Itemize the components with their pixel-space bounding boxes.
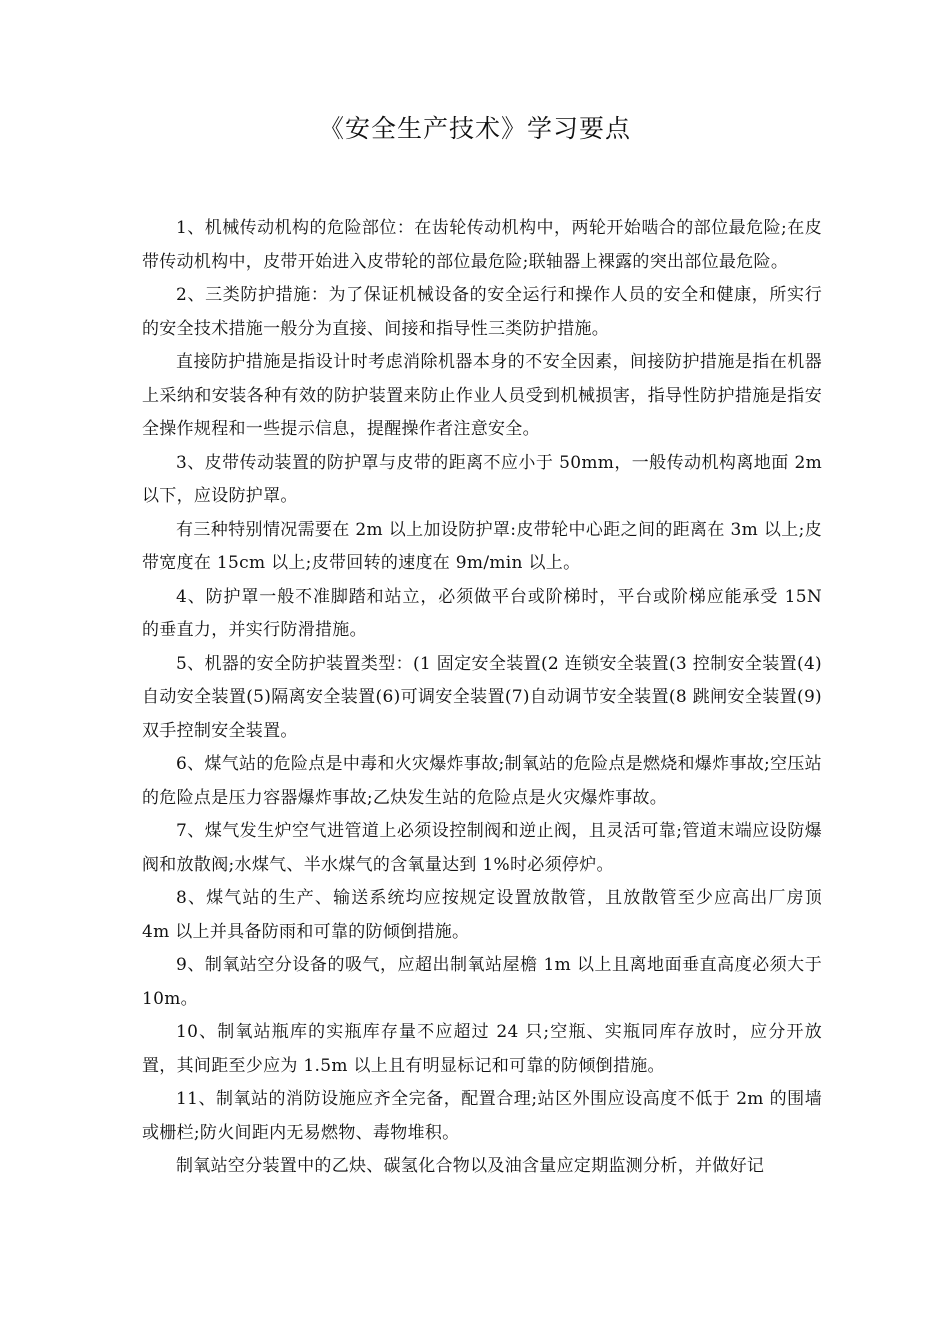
paragraph: 7、煤气发生炉空气进管道上必须设控制阀和逆止阀，且灵活可靠;管道末端应设防爆阀和放散阀;水煤气、半水煤气的含氧量达到 1%时必须停炉。 [142, 821, 822, 875]
paragraph: 制氧站空分装置中的乙炔、碳氢化合物以及油含量应定期监测分析，并做好记 [176, 1156, 765, 1176]
document-body [142, 212, 822, 1184]
paragraph: 3、皮带传动装置的防护罩与皮带的距离不应小于 50mm，一般传动机构离地面 2m 以下，应设防护罩。 [142, 452, 822, 506]
paragraph: 1、机械传动机构的危险部位：在齿轮传动机构中，两轮开始啮合的部位最危险;在皮带传动机构中，皮带开始进入皮带轮的部位最危险;联轴器上裸露的突出部位最危险。 [142, 218, 822, 272]
paragraph: 2、三类防护措施：为了保证机械设备的安全运行和操作人员的安全和健康，所实行的安全技术措施一般分为直接、间接和指导性三类防护措施。 [142, 285, 822, 339]
document-title: 《安全生产技术》学习要点 [318, 114, 631, 143]
paragraph: 10、制氧站瓶库的实瓶库存量不应超过 24 只;空瓶、实瓶同库存放时，应分开放置，其间距至少应为 1.5m 以上且有明显标记和可靠的防倾倒措施。 [142, 1022, 822, 1076]
paragraph: 有三种特别情况需要在 2m 以上加设防护罩:皮带轮中心距之间的距离在 3m 以上;皮带宽度在 15cm 以上;皮带回转的速度在 9m/min 以上。 [142, 519, 822, 573]
paragraph: 4、防护罩一般不准脚踏和站立，必须做平台或阶梯时，平台或阶梯应能承受 15N 的垂直力，并实行防滑措施。 [142, 586, 822, 640]
paragraph: 5、机器的安全防护装置类型：(1 固定安全装置(2 连锁安全装置(3 控制安全装置(4)自动安全装置(5)隔离安全装置(6)可调安全装置(7)自动调节安全装置(8 跳闸安全装置(9)双手控制安全装置。 [142, 653, 822, 741]
paragraph: 直接防护措施是指设计时考虑消除机器本身的不安全因素，间接防护措施是指在机器上采纳和安装各种有效的防护装置来防止作业人员受到机械损害，指导性防护措施是指安全操作规程和一些提示信息，提醒操作者注意安全。 [142, 352, 822, 439]
paragraph: 6、煤气站的危险点是中毒和火灾爆炸事故;制氧站的危险点是燃烧和爆炸事故;空压站的危险点是压力容器爆炸事故;乙炔发生站的危险点是火灾爆炸事故。 [142, 754, 822, 808]
paragraph: 11、制氧站的消防设施应齐全完备，配置合理;站区外围应设高度不低于 2m 的围墙或栅栏;防火间距内无易燃物、毒物堆积。 [142, 1089, 822, 1143]
paragraph: 9、制氧站空分设备的吸气，应超出制氧站屋檐 1m 以上且离地面垂直高度必须大于 10m。 [142, 955, 822, 1009]
paragraph: 8、煤气站的生产、输送系统均应按规定设置放散管，且放散管至少应高出厂房顶 4m 以上并具备防雨和可靠的防倾倒措施。 [142, 888, 822, 942]
